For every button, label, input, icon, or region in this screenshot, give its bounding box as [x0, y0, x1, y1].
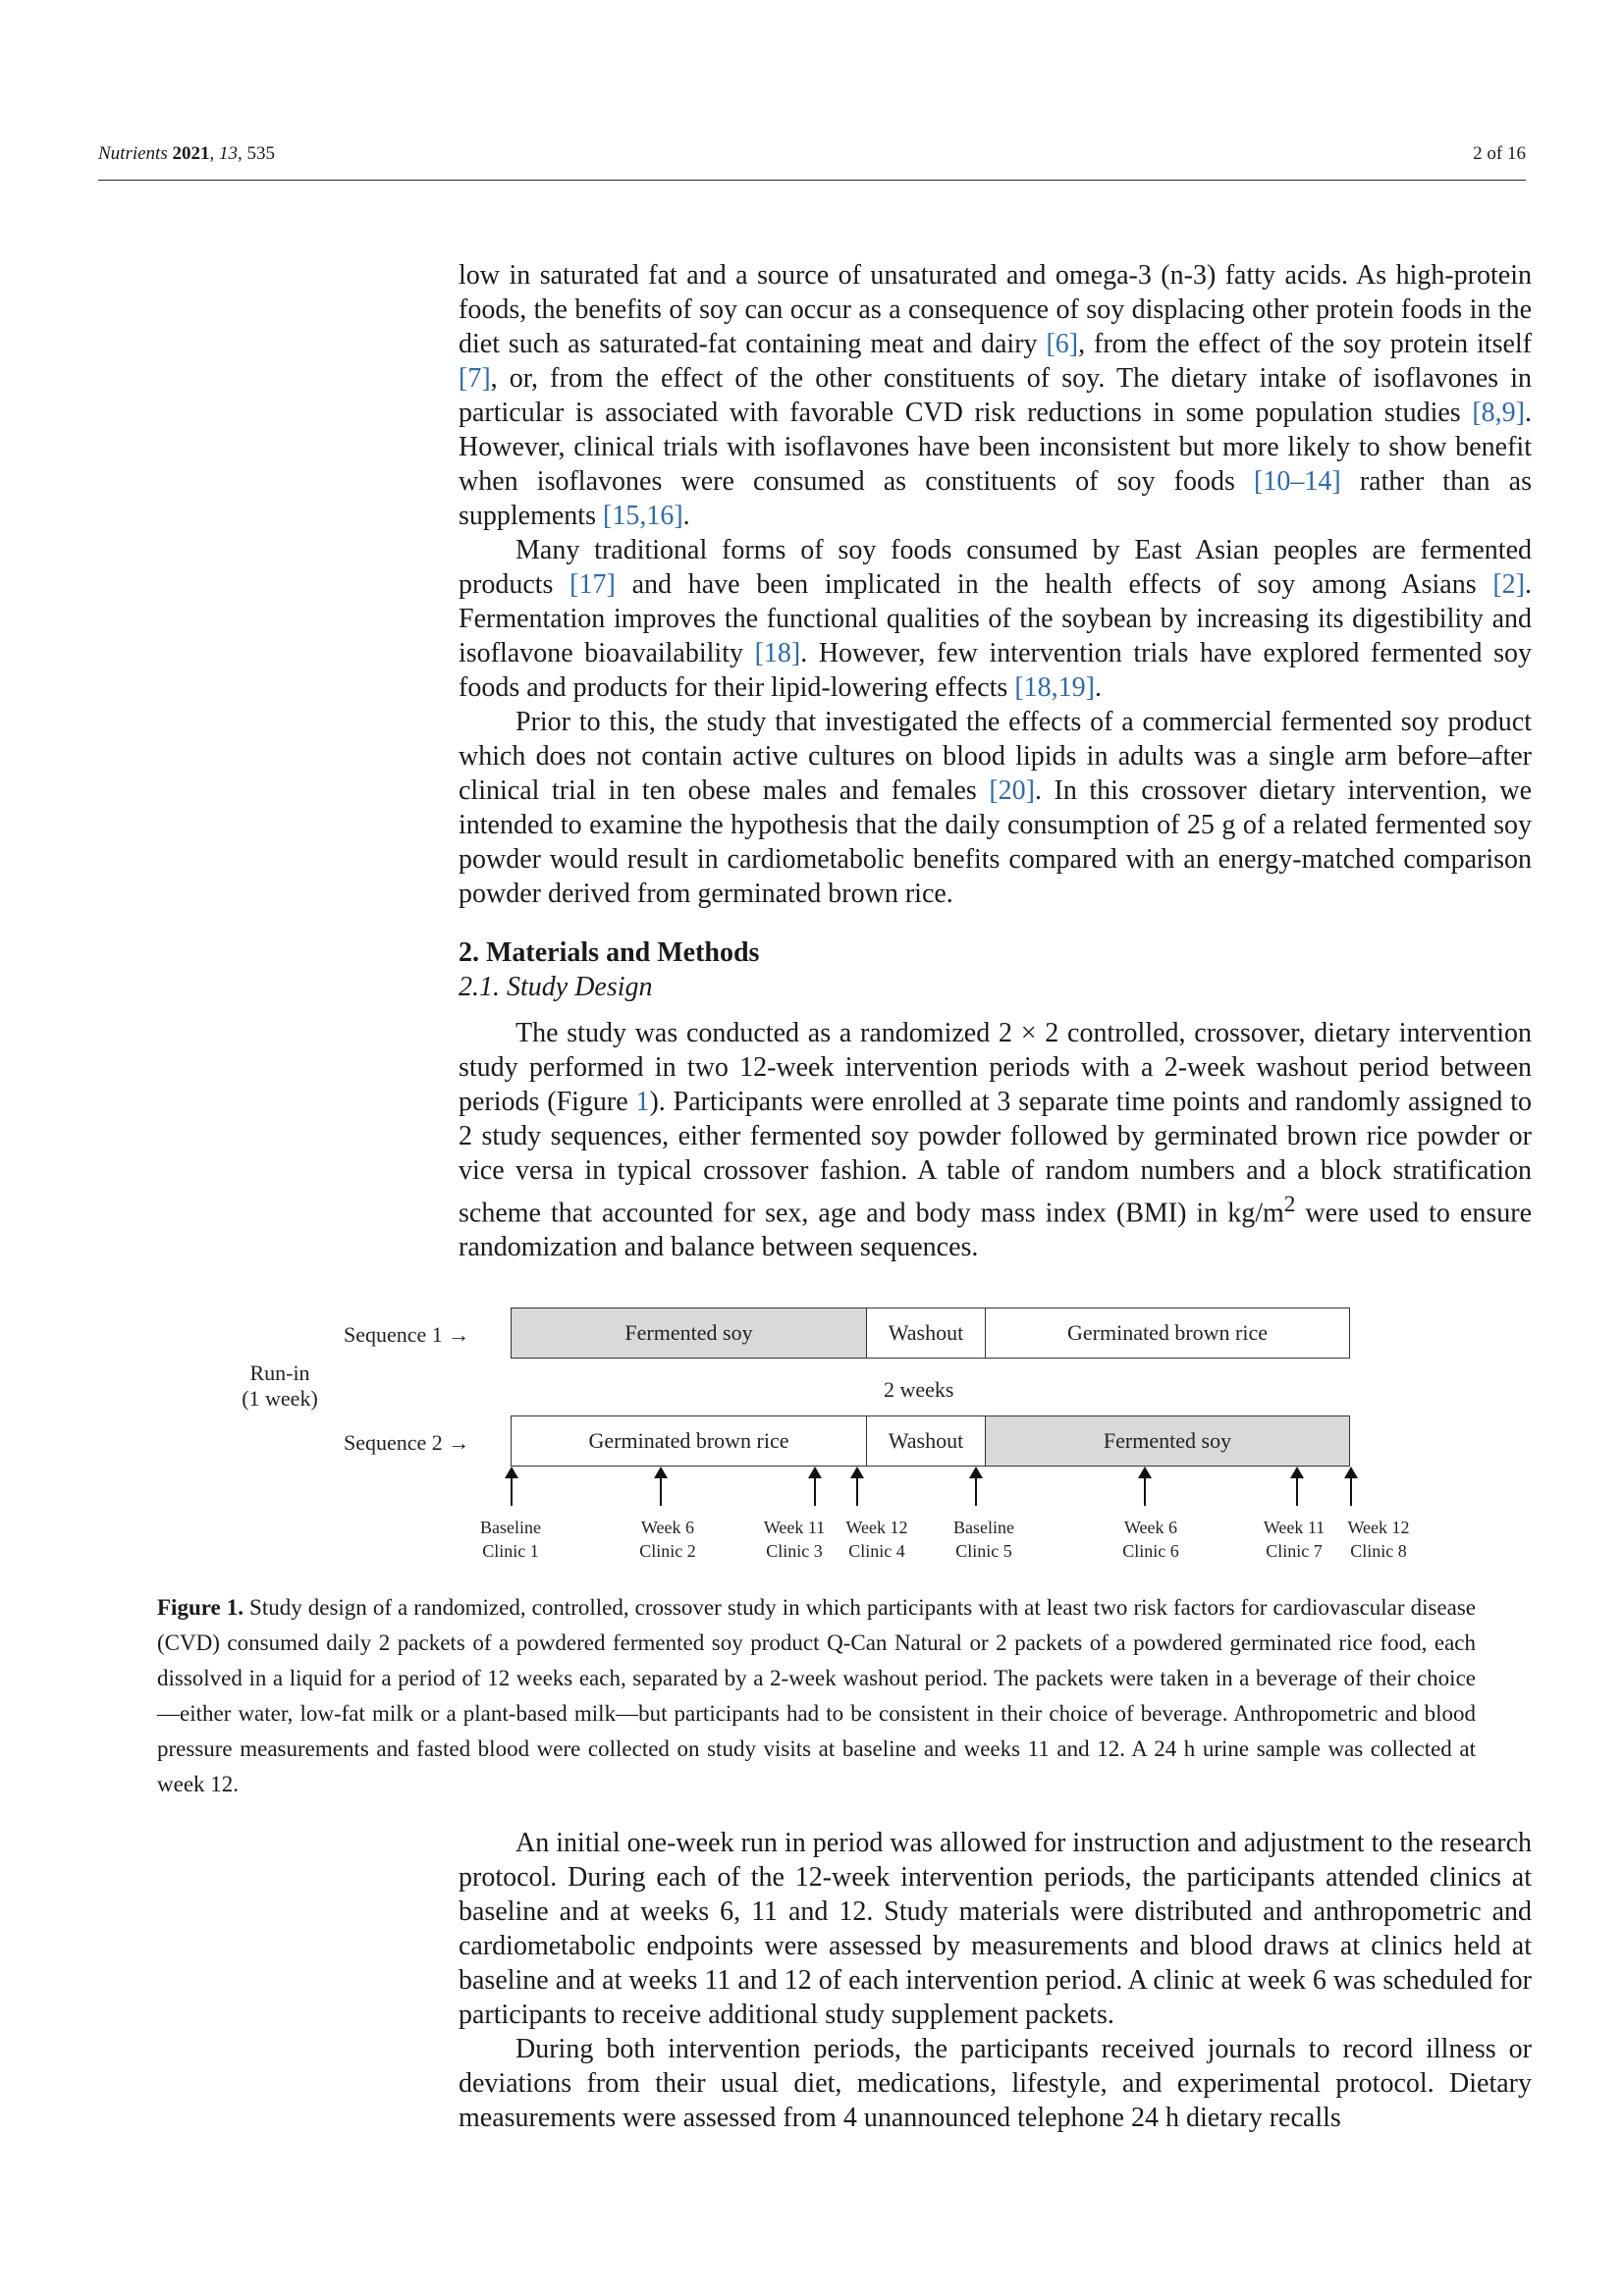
page-number: 2 of 16 [1473, 143, 1526, 164]
timepoint-label: Baseline Clinic 1 [480, 1518, 541, 1561]
paragraph-1: low in saturated fat and a source of unsaturated and omega-3 (n-3) fatty acids. As high-protein foods, the benefits of soy can occur as a consequence of soy displacing other protein foods in the diet such as saturated-fat containing meat and dairy [6], from the effect of the soy protein itself [7], or, from the effect of the other constituents of soy. The dietary intake of isoflavones in particular is associated with favorable CVD risk reductions in some population studies [8,9]. However, clinical trials with isoflavones have been inconsistent but more likely to show benefit when isoflavones were consumed as constituents of soy foods [10–14] rather than as supplements [15,16]. [459, 260, 1532, 531]
superscript: 2 [1283, 1192, 1296, 1217]
timepoint-label: Week 11 Clinic 7 [1263, 1518, 1326, 1561]
up-arrow-icon [660, 1468, 662, 1506]
sequence-1-label: Sequence 1 → [344, 1322, 470, 1347]
seq1-washout-box: Washout [866, 1308, 986, 1359]
citation-link[interactable]: [2] [1492, 569, 1525, 600]
timepoint-label: Week 12 Clinic 8 [1347, 1518, 1410, 1561]
timepoint-label: Week 12 Clinic 4 [845, 1518, 908, 1561]
citation-link[interactable]: [10–14] [1254, 466, 1341, 497]
seq2-germinated-brown-rice-box: Germinated brown rice [511, 1415, 867, 1467]
citation-link[interactable]: [18,19] [1014, 672, 1095, 703]
figure-caption-label: Figure 1. [157, 1595, 244, 1620]
citation-link[interactable]: [20] [989, 775, 1035, 806]
timepoint-label: Baseline Clinic 5 [953, 1518, 1014, 1561]
citation-link[interactable]: [18] [754, 638, 801, 668]
journal-year: 2021 [172, 143, 210, 164]
citation-link[interactable]: [8,9] [1472, 398, 1525, 428]
timepoint-label: Week 6 Clinic 2 [639, 1518, 696, 1561]
up-arrow-icon [511, 1468, 513, 1506]
seq1-germinated-brown-rice-box: Germinated brown rice [985, 1308, 1350, 1359]
up-arrow-icon [1296, 1468, 1298, 1506]
up-arrow-icon [975, 1468, 977, 1506]
up-arrow-icon [814, 1468, 816, 1506]
running-header-citation: Nutrients 2021, 13, 535 [98, 143, 275, 164]
seq1-fermented-soy-box: Fermented soy [511, 1308, 867, 1359]
up-arrow-icon [1350, 1468, 1352, 1506]
citation-link[interactable]: [15,16] [603, 501, 683, 531]
up-arrow-icon [856, 1468, 858, 1506]
seq2-washout-box: Washout [866, 1415, 986, 1467]
seq2-fermented-soy-box: Fermented soy [985, 1415, 1350, 1467]
subsection-heading: 2.1. Study Design [459, 972, 653, 1002]
study-design-text-block [459, 1016, 1532, 1264]
timepoint-label: Week 11 Clinic 3 [763, 1518, 826, 1561]
figure-link[interactable]: 1 [635, 1087, 650, 1117]
paragraph-4: The study was conducted as a randomized 2 × 2 controlled, crossover, dietary intervention study performed in two 12-week intervention periods with a 2-week washout period between periods (Figure 1). Participants were enrolled at 3 separate time points and randomly assigned to 2 study sequences, either fermented soy powder followed by germinated brown rice powder or vice versa in typical crossover fashion. A table of random numbers and a block stratification scheme that accounted for sex, age and body mass index (BMI) in $kg/m^2$ were used to ensure randomization and balance between sequences. [459, 1018, 1532, 1263]
run-in-label: Run-in (1 week) [242, 1361, 318, 1411]
study-design-figure [196, 1294, 1473, 1578]
up-arrow-icon [1144, 1468, 1146, 1506]
paragraph-2: Many traditional forms of soy foods consumed by East Asian peoples are fermented products [17] and have been implicated in the health effects of soy among Asians [2]. Fermentation improves the functional qualities of the soybean by increasing its digestibility and isoflavone bioavailability [18]. However, few intervention trials have explored fermented soy foods and products for their lipid-lowering effects [18,19]. [459, 535, 1532, 703]
figure-caption-text: Study design of a randomized, controlled, crossover study in which participants with at least two risk factors for cardiovascular disease (CVD) consumed daily 2 packets of a powdered fermented soy product Q-Can Natural or 2 packets of a powdered germinated rice food, each dissolved in a liquid for a period of 12 weeks each, separated by a 2-week washout period. The packets were taken in a beverage of their choice—either water, low-fat milk or a plant-based milk—but participants had to be consistent in their choice of beverage. Anthropometric and blood pressure measurements and fasted blood were collected on study visits at baseline and weeks 11 and 12. A 24 h urine sample was collected at week 12. [157, 1595, 1476, 1796]
sequence-2-label: Sequence 2 → [344, 1430, 470, 1455]
timepoint-label: Week 6 Clinic 6 [1122, 1518, 1179, 1561]
paragraph-6: During both intervention periods, the participants received journals to record illness or deviations from their usual diet, medications, lifestyle, and experimental protocol. Dietary measurements were assessed from 4 unannounced telephone 24 h dietary recalls [459, 2034, 1532, 2133]
journal-name: Nutrients [98, 143, 168, 164]
paragraph-3: Prior to this, the study that investigated the effects of a commercial fermented soy product which does not contain active cultures on blood lipids in adults was a single arm before–after clinical trial in ten obese males and females [20]. In this crossover dietary intervention, we intended to examine the hypothesis that the daily consumption of 25 g of a related fermented soy powder would result in cardiometabolic benefits compared with an energy-matched comparison powder derived from germinated brown rice. [459, 707, 1532, 909]
citation-link[interactable]: [7] [459, 363, 491, 394]
citation-link[interactable]: [17] [569, 569, 616, 600]
journal-volume: 13 [218, 143, 238, 164]
header-rule [98, 180, 1526, 181]
intro-text-block [459, 258, 1532, 911]
journal-page-ref: 535 [246, 143, 275, 164]
figure-caption [157, 1590, 1476, 1802]
methods-text-block [459, 1826, 1532, 2135]
paragraph-5: An initial one-week run in period was allowed for instruction and adjustment to the research protocol. During each of the 12-week intervention periods, the participants attended clinics at baseline and at weeks 6, 11 and 12. Study materials were distributed and anthropometric and cardiometabolic endpoints were assessed by measurements and blood draws at clinics held at baseline and at weeks 11 and 12 of each intervention period. A clinic at week 6 was scheduled for participants to receive additional study supplement packets. [459, 1828, 1532, 2030]
washout-duration-label: 2 weeks [884, 1377, 954, 1402]
section-heading: 2. Materials and Methods [459, 937, 760, 968]
citation-link[interactable]: [6] [1046, 329, 1079, 359]
